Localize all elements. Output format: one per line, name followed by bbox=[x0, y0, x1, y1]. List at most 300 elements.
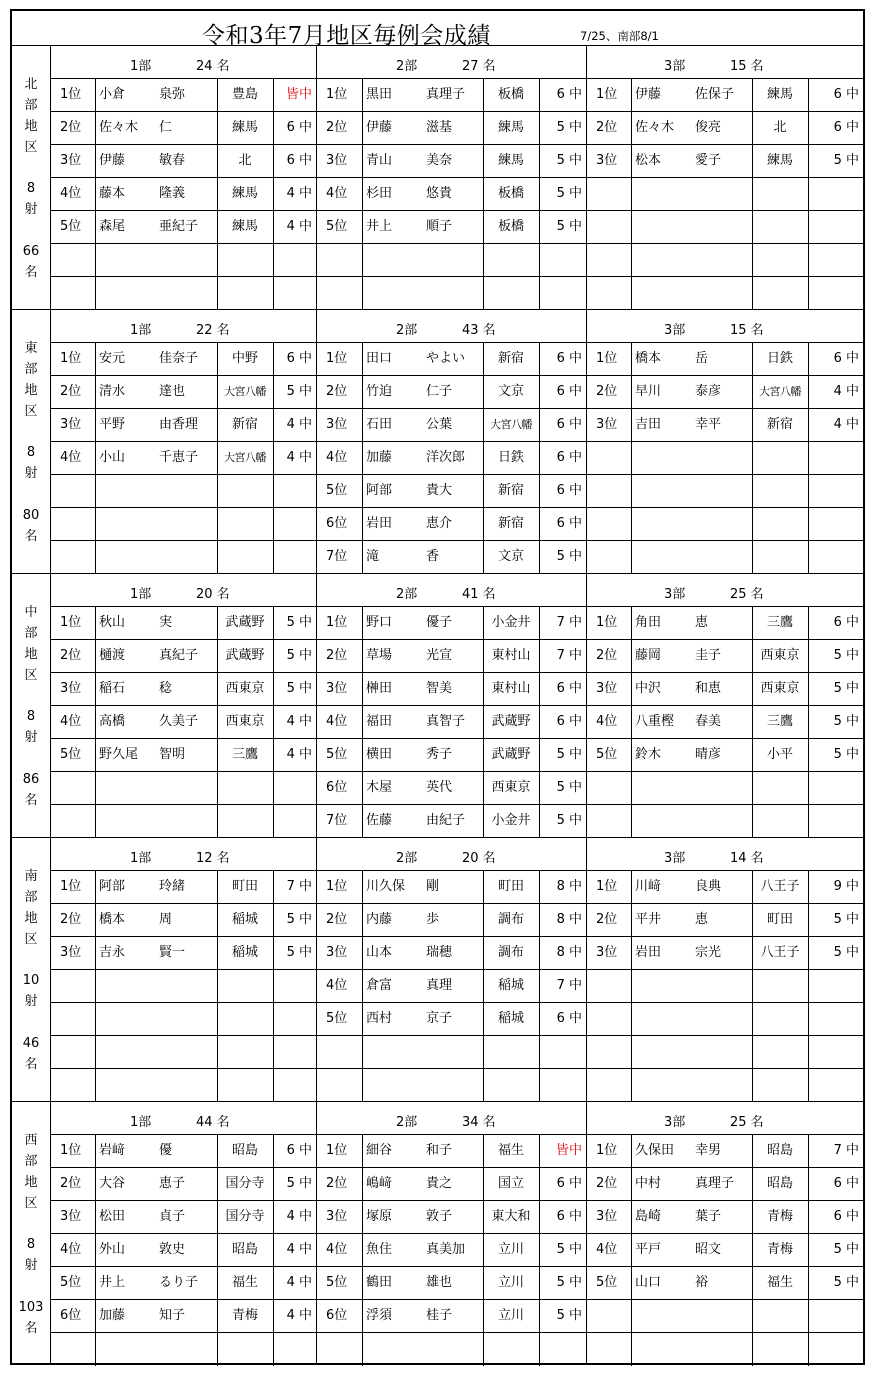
district-label-char: 8 bbox=[26, 445, 36, 460]
club-cell: 八王子 bbox=[760, 879, 800, 894]
given-name-cell: 周 bbox=[159, 912, 173, 927]
club-cell: 練馬 bbox=[231, 219, 258, 234]
district-label-char: 区 bbox=[24, 404, 38, 419]
row-divider bbox=[316, 210, 586, 211]
score-cell: 5 中 bbox=[833, 1275, 859, 1290]
given-name-cell: 洋次郎 bbox=[426, 450, 466, 465]
score-cell: 8 中 bbox=[556, 945, 582, 960]
rank-cell: 1位 bbox=[596, 615, 618, 630]
division-name: 3部 bbox=[664, 59, 686, 74]
club-cell: 青梅 bbox=[231, 1308, 258, 1323]
club-cell: 新宿 bbox=[766, 417, 793, 432]
surname-cell: 榊田 bbox=[366, 681, 393, 696]
surname-cell: 岩田 bbox=[635, 945, 662, 960]
rank-cell: 4位 bbox=[326, 450, 348, 465]
rank-cell: 2位 bbox=[596, 1176, 618, 1191]
score-cell: 4 中 bbox=[286, 1275, 312, 1290]
given-name-cell: 真理子 bbox=[426, 87, 466, 102]
rank-cell: 1位 bbox=[326, 1143, 348, 1158]
score-cell: 8 中 bbox=[556, 879, 582, 894]
division-header bbox=[50, 1102, 316, 1135]
club-cell: 小金井 bbox=[491, 813, 531, 828]
row-divider bbox=[50, 738, 316, 739]
column-divider bbox=[95, 606, 96, 838]
surname-cell: 木屋 bbox=[366, 780, 393, 795]
surname-cell: 杉田 bbox=[366, 186, 393, 201]
division-header bbox=[50, 46, 316, 79]
surname-cell: 森尾 bbox=[99, 219, 126, 234]
column-divider bbox=[362, 78, 363, 310]
club-cell: 国立 bbox=[497, 1176, 524, 1191]
column-divider bbox=[808, 78, 809, 310]
given-name-cell: 宗光 bbox=[695, 945, 722, 960]
club-cell: 西東京 bbox=[225, 714, 265, 729]
rank-cell: 4位 bbox=[596, 1242, 618, 1257]
rank-cell: 1位 bbox=[60, 87, 82, 102]
division-count: 14 名 bbox=[730, 851, 764, 866]
row-divider bbox=[50, 1266, 316, 1267]
division-header bbox=[586, 310, 863, 343]
district-label-char: 部 bbox=[24, 626, 38, 641]
division-count: 24 名 bbox=[196, 59, 230, 74]
division-header bbox=[316, 1102, 586, 1135]
row-divider bbox=[50, 243, 316, 244]
district-label-char: 射 bbox=[24, 994, 38, 1009]
given-name-cell: 優子 bbox=[426, 615, 453, 630]
district-label-char: 北 bbox=[24, 77, 38, 92]
column-divider bbox=[362, 606, 363, 838]
club-cell: 西東京 bbox=[760, 681, 800, 696]
score-cell: 4 中 bbox=[286, 186, 312, 201]
district-label-char: 部 bbox=[24, 98, 38, 113]
score-cell: 5 中 bbox=[556, 1308, 582, 1323]
club-cell: 西東京 bbox=[760, 648, 800, 663]
row-divider bbox=[50, 507, 316, 508]
club-cell: 福生 bbox=[231, 1275, 258, 1290]
club-cell: 青梅 bbox=[766, 1209, 793, 1224]
club-cell: 立川 bbox=[497, 1275, 524, 1290]
division-block bbox=[316, 838, 586, 1101]
given-name-cell: 瑞穂 bbox=[426, 945, 453, 960]
club-cell: 大宮八幡 bbox=[759, 385, 801, 398]
row-divider bbox=[50, 276, 316, 277]
surname-cell: 角田 bbox=[635, 615, 662, 630]
score-cell: 4 中 bbox=[286, 1242, 312, 1257]
club-cell: 調布 bbox=[497, 945, 524, 960]
given-name-cell: 葉子 bbox=[695, 1209, 722, 1224]
club-cell: 西東京 bbox=[225, 681, 265, 696]
club-cell: 練馬 bbox=[766, 153, 793, 168]
row-divider bbox=[50, 804, 316, 805]
given-name-cell: 佳奈子 bbox=[159, 351, 199, 366]
row-divider bbox=[316, 474, 586, 475]
division-block bbox=[50, 1102, 316, 1363]
row-divider bbox=[50, 705, 316, 706]
row-divider bbox=[586, 1068, 863, 1069]
club-cell: 練馬 bbox=[497, 120, 524, 135]
rank-cell: 6位 bbox=[60, 1308, 82, 1323]
club-cell: 小金井 bbox=[491, 615, 531, 630]
row-divider bbox=[50, 1167, 316, 1168]
division-block bbox=[586, 838, 863, 1101]
given-name-cell: 和子 bbox=[426, 1143, 453, 1158]
surname-cell: 阿部 bbox=[99, 879, 126, 894]
division-block bbox=[316, 310, 586, 573]
score-cell: 5 中 bbox=[286, 912, 312, 927]
surname-cell: 加藤 bbox=[366, 450, 393, 465]
division-count: 20 名 bbox=[462, 851, 496, 866]
district-label-char: 射 bbox=[24, 466, 38, 481]
given-name-cell: るり子 bbox=[159, 1275, 199, 1290]
rank-cell: 5位 bbox=[326, 483, 348, 498]
district-label-char: 区 bbox=[24, 668, 38, 683]
division-name: 1部 bbox=[130, 59, 152, 74]
rank-cell: 7位 bbox=[326, 549, 348, 564]
row-divider bbox=[316, 969, 586, 970]
club-cell: 町田 bbox=[231, 879, 258, 894]
given-name-cell: 公葉 bbox=[426, 417, 453, 432]
surname-cell: 浮須 bbox=[366, 1308, 393, 1323]
surname-cell: 田口 bbox=[366, 351, 393, 366]
score-cell: 皆中 bbox=[555, 1143, 582, 1158]
division-count: 43 名 bbox=[462, 323, 496, 338]
given-name-cell: 歩 bbox=[426, 912, 440, 927]
row-divider bbox=[586, 144, 863, 145]
surname-cell: 草場 bbox=[366, 648, 393, 663]
score-cell: 6 中 bbox=[556, 1176, 582, 1191]
division-count: 34 名 bbox=[462, 1115, 496, 1130]
row-divider bbox=[50, 1332, 316, 1333]
rank-cell: 1位 bbox=[60, 1143, 82, 1158]
club-cell: 武蔵野 bbox=[225, 648, 265, 663]
row-divider bbox=[316, 243, 586, 244]
surname-cell: 平戸 bbox=[635, 1242, 662, 1257]
row-divider bbox=[586, 738, 863, 739]
club-cell: 福生 bbox=[766, 1275, 793, 1290]
rank-cell: 5位 bbox=[326, 747, 348, 762]
division-header bbox=[316, 46, 586, 79]
surname-cell: 佐々木 bbox=[99, 120, 139, 135]
surname-cell: 西村 bbox=[366, 1011, 393, 1026]
score-cell: 5 中 bbox=[286, 384, 312, 399]
club-cell: 練馬 bbox=[497, 153, 524, 168]
row-divider bbox=[50, 474, 316, 475]
surname-cell: 中村 bbox=[635, 1176, 662, 1191]
rank-cell: 1位 bbox=[596, 87, 618, 102]
rank-cell: 2位 bbox=[326, 1176, 348, 1191]
score-cell: 5 中 bbox=[286, 945, 312, 960]
score-cell: 4 中 bbox=[833, 417, 859, 432]
surname-cell: 橋本 bbox=[635, 351, 662, 366]
surname-cell: 魚住 bbox=[366, 1242, 393, 1257]
given-name-cell: 貴之 bbox=[426, 1176, 453, 1191]
rank-cell: 3位 bbox=[60, 417, 82, 432]
surname-cell: 島崎 bbox=[635, 1209, 662, 1224]
score-cell: 5 中 bbox=[833, 912, 859, 927]
district-label-char: 名 bbox=[24, 265, 38, 280]
club-cell: 福生 bbox=[497, 1143, 524, 1158]
surname-cell: 井上 bbox=[366, 219, 393, 234]
district-label bbox=[12, 1102, 51, 1363]
club-cell: 中野 bbox=[231, 351, 258, 366]
column-divider bbox=[808, 342, 809, 574]
club-cell: 立川 bbox=[497, 1242, 524, 1257]
rank-cell: 3位 bbox=[60, 681, 82, 696]
district-label-char: 80 bbox=[22, 508, 40, 523]
row-divider bbox=[50, 540, 316, 541]
date-note: 7/25、南部8/1 bbox=[580, 29, 659, 43]
surname-cell: 藤岡 bbox=[635, 648, 662, 663]
division-header bbox=[316, 838, 586, 871]
club-cell: 日鉄 bbox=[497, 450, 524, 465]
given-name-cell: 桂子 bbox=[426, 1308, 453, 1323]
row-divider bbox=[50, 969, 316, 970]
column-divider bbox=[95, 342, 96, 574]
row-divider bbox=[586, 540, 863, 541]
division-count: 27 名 bbox=[462, 59, 496, 74]
column-divider bbox=[631, 870, 632, 1102]
club-cell: 武蔵野 bbox=[491, 714, 531, 729]
row-divider bbox=[50, 639, 316, 640]
district-label-char: 8 bbox=[26, 709, 36, 724]
division-header bbox=[586, 838, 863, 871]
row-divider bbox=[50, 771, 316, 772]
division-block bbox=[50, 574, 316, 837]
surname-cell: 滝 bbox=[366, 549, 380, 564]
score-cell: 5 中 bbox=[833, 153, 859, 168]
score-cell: 皆中 bbox=[285, 87, 312, 102]
row-divider bbox=[50, 111, 316, 112]
rank-cell: 3位 bbox=[596, 681, 618, 696]
division-count: 15 名 bbox=[730, 323, 764, 338]
score-cell: 7 中 bbox=[833, 1143, 859, 1158]
club-cell: 稲城 bbox=[231, 912, 258, 927]
score-cell: 6 中 bbox=[556, 1209, 582, 1224]
row-divider bbox=[50, 408, 316, 409]
surname-cell: 石田 bbox=[366, 417, 393, 432]
club-cell: 新宿 bbox=[231, 417, 258, 432]
score-cell: 9 中 bbox=[833, 879, 859, 894]
rank-cell: 1位 bbox=[326, 351, 348, 366]
club-cell: 練馬 bbox=[231, 186, 258, 201]
surname-cell: 吉永 bbox=[99, 945, 126, 960]
club-cell: 板橋 bbox=[497, 87, 524, 102]
surname-cell: 井上 bbox=[99, 1275, 126, 1290]
given-name-cell: 泉弥 bbox=[159, 87, 186, 102]
club-cell: 東大和 bbox=[491, 1209, 531, 1224]
rank-cell: 4位 bbox=[60, 450, 82, 465]
division-block bbox=[50, 46, 316, 309]
club-cell: 北 bbox=[773, 120, 787, 135]
row-divider bbox=[50, 144, 316, 145]
division-header bbox=[586, 1102, 863, 1135]
rank-cell: 2位 bbox=[326, 912, 348, 927]
district-section bbox=[12, 310, 863, 574]
row-divider bbox=[316, 441, 586, 442]
club-cell: 八王子 bbox=[760, 945, 800, 960]
surname-cell: 野久尾 bbox=[99, 747, 139, 762]
given-name-cell: 愛子 bbox=[695, 153, 722, 168]
rank-cell: 2位 bbox=[60, 384, 82, 399]
district-label-char: 区 bbox=[24, 932, 38, 947]
score-cell: 6 中 bbox=[556, 516, 582, 531]
score-cell: 5 中 bbox=[556, 813, 582, 828]
surname-cell: 伊藤 bbox=[635, 87, 662, 102]
surname-cell: 鈴木 bbox=[635, 747, 662, 762]
district-label-char: 地 bbox=[24, 911, 38, 926]
row-divider bbox=[50, 1233, 316, 1234]
district-label-char: 区 bbox=[24, 1196, 38, 1211]
division-block bbox=[316, 1102, 586, 1363]
district-label-char: 10 bbox=[22, 973, 40, 988]
club-cell: 北 bbox=[238, 153, 252, 168]
column-divider bbox=[217, 870, 218, 1102]
surname-cell: 早川 bbox=[635, 384, 662, 399]
column-divider bbox=[631, 606, 632, 838]
surname-cell: 松田 bbox=[99, 1209, 126, 1224]
rank-cell: 2位 bbox=[60, 912, 82, 927]
row-divider bbox=[586, 1167, 863, 1168]
rank-cell: 2位 bbox=[596, 384, 618, 399]
club-cell: 豊島 bbox=[231, 87, 258, 102]
district-label-char: 8 bbox=[26, 1237, 36, 1252]
row-divider bbox=[586, 1332, 863, 1333]
given-name-cell: 真紀子 bbox=[159, 648, 199, 663]
given-name-cell: 智美 bbox=[426, 681, 453, 696]
club-cell: 文京 bbox=[497, 549, 524, 564]
score-cell: 5 中 bbox=[833, 1242, 859, 1257]
score-cell: 5 中 bbox=[556, 1275, 582, 1290]
row-divider bbox=[50, 936, 316, 937]
surname-cell: 野口 bbox=[366, 615, 393, 630]
column-divider bbox=[752, 342, 753, 574]
district-label-char: 名 bbox=[24, 1321, 38, 1336]
rank-cell: 1位 bbox=[60, 879, 82, 894]
club-cell: 昭島 bbox=[766, 1143, 793, 1158]
club-cell: 新宿 bbox=[497, 351, 524, 366]
row-divider bbox=[586, 705, 863, 706]
division-name: 3部 bbox=[664, 323, 686, 338]
row-divider bbox=[586, 441, 863, 442]
division-header bbox=[586, 46, 863, 79]
given-name-cell: 達也 bbox=[159, 384, 186, 399]
club-cell: 文京 bbox=[497, 384, 524, 399]
given-name-cell: 真理 bbox=[426, 978, 453, 993]
division-block bbox=[586, 46, 863, 309]
given-name-cell: 実 bbox=[159, 615, 173, 630]
column-divider bbox=[752, 78, 753, 310]
rank-cell: 4位 bbox=[326, 186, 348, 201]
surname-cell: 内藤 bbox=[366, 912, 393, 927]
column-divider bbox=[631, 342, 632, 574]
given-name-cell: 隆義 bbox=[159, 186, 186, 201]
rank-cell: 1位 bbox=[596, 879, 618, 894]
rank-cell: 1位 bbox=[326, 615, 348, 630]
score-cell: 7 中 bbox=[556, 978, 582, 993]
rank-cell: 3位 bbox=[326, 1209, 348, 1224]
score-cell: 5 中 bbox=[556, 219, 582, 234]
given-name-cell: 玲緒 bbox=[159, 879, 186, 894]
club-cell: 大宮八幡 bbox=[224, 451, 266, 464]
row-divider bbox=[50, 210, 316, 211]
row-divider bbox=[316, 1332, 586, 1333]
score-cell: 6 中 bbox=[556, 87, 582, 102]
district-label-char: 部 bbox=[24, 362, 38, 377]
district-label bbox=[12, 46, 51, 309]
surname-cell: 細谷 bbox=[366, 1143, 393, 1158]
given-name-cell: 真理子 bbox=[695, 1176, 735, 1191]
surname-cell: 八重樫 bbox=[635, 714, 675, 729]
rank-cell: 5位 bbox=[326, 1275, 348, 1290]
surname-cell: 鶴田 bbox=[366, 1275, 393, 1290]
surname-cell: 佐藤 bbox=[366, 813, 393, 828]
surname-cell: 伊藤 bbox=[366, 120, 393, 135]
page-title: 令和3年7月地区毎例会成績 bbox=[202, 23, 491, 49]
given-name-cell: 亜紀子 bbox=[159, 219, 199, 234]
score-cell: 5 中 bbox=[286, 1176, 312, 1191]
row-divider bbox=[316, 144, 586, 145]
given-name-cell: 佐保子 bbox=[695, 87, 735, 102]
given-name-cell: 知子 bbox=[159, 1308, 186, 1323]
given-name-cell: 秀子 bbox=[426, 747, 453, 762]
row-divider bbox=[586, 1233, 863, 1234]
row-divider bbox=[316, 1200, 586, 1201]
district-label bbox=[12, 838, 51, 1101]
score-cell: 6 中 bbox=[286, 351, 312, 366]
surname-cell: 中沢 bbox=[635, 681, 662, 696]
rank-cell: 5位 bbox=[60, 1275, 82, 1290]
given-name-cell: 裕 bbox=[695, 1275, 709, 1290]
row-divider bbox=[50, 177, 316, 178]
district-label-char: 地 bbox=[24, 383, 38, 398]
score-cell: 8 中 bbox=[556, 912, 582, 927]
row-divider bbox=[316, 804, 586, 805]
surname-cell: 秋山 bbox=[99, 615, 126, 630]
column-divider bbox=[362, 870, 363, 1102]
rank-cell: 1位 bbox=[326, 87, 348, 102]
given-name-cell: 恵 bbox=[695, 912, 709, 927]
district-label-char: 46 bbox=[22, 1036, 40, 1051]
row-divider bbox=[316, 936, 586, 937]
row-divider bbox=[50, 1002, 316, 1003]
given-name-cell: 恵介 bbox=[426, 516, 453, 531]
given-name-cell: 稔 bbox=[159, 681, 173, 696]
row-divider bbox=[50, 375, 316, 376]
club-cell: 国分寺 bbox=[225, 1209, 265, 1224]
given-name-cell: 仁子 bbox=[426, 384, 453, 399]
given-name-cell: 昭文 bbox=[695, 1242, 722, 1257]
given-name-cell: 貴大 bbox=[426, 483, 453, 498]
score-cell: 6 中 bbox=[286, 153, 312, 168]
score-cell: 5 中 bbox=[286, 681, 312, 696]
score-cell: 4 中 bbox=[286, 417, 312, 432]
given-name-cell: 千恵子 bbox=[159, 450, 199, 465]
surname-cell: 佐々木 bbox=[635, 120, 675, 135]
district-label-char: 66 bbox=[22, 244, 40, 259]
rank-cell: 3位 bbox=[326, 417, 348, 432]
score-cell: 5 中 bbox=[556, 120, 582, 135]
rank-cell: 5位 bbox=[60, 747, 82, 762]
club-cell: 町田 bbox=[497, 879, 524, 894]
division-header bbox=[316, 310, 586, 343]
surname-cell: 川久保 bbox=[366, 879, 406, 894]
score-cell: 7 中 bbox=[556, 648, 582, 663]
rank-cell: 3位 bbox=[596, 153, 618, 168]
given-name-cell: 真美加 bbox=[426, 1242, 466, 1257]
given-name-cell: 悠貴 bbox=[426, 186, 453, 201]
row-divider bbox=[316, 1068, 586, 1069]
district-label bbox=[12, 574, 51, 837]
